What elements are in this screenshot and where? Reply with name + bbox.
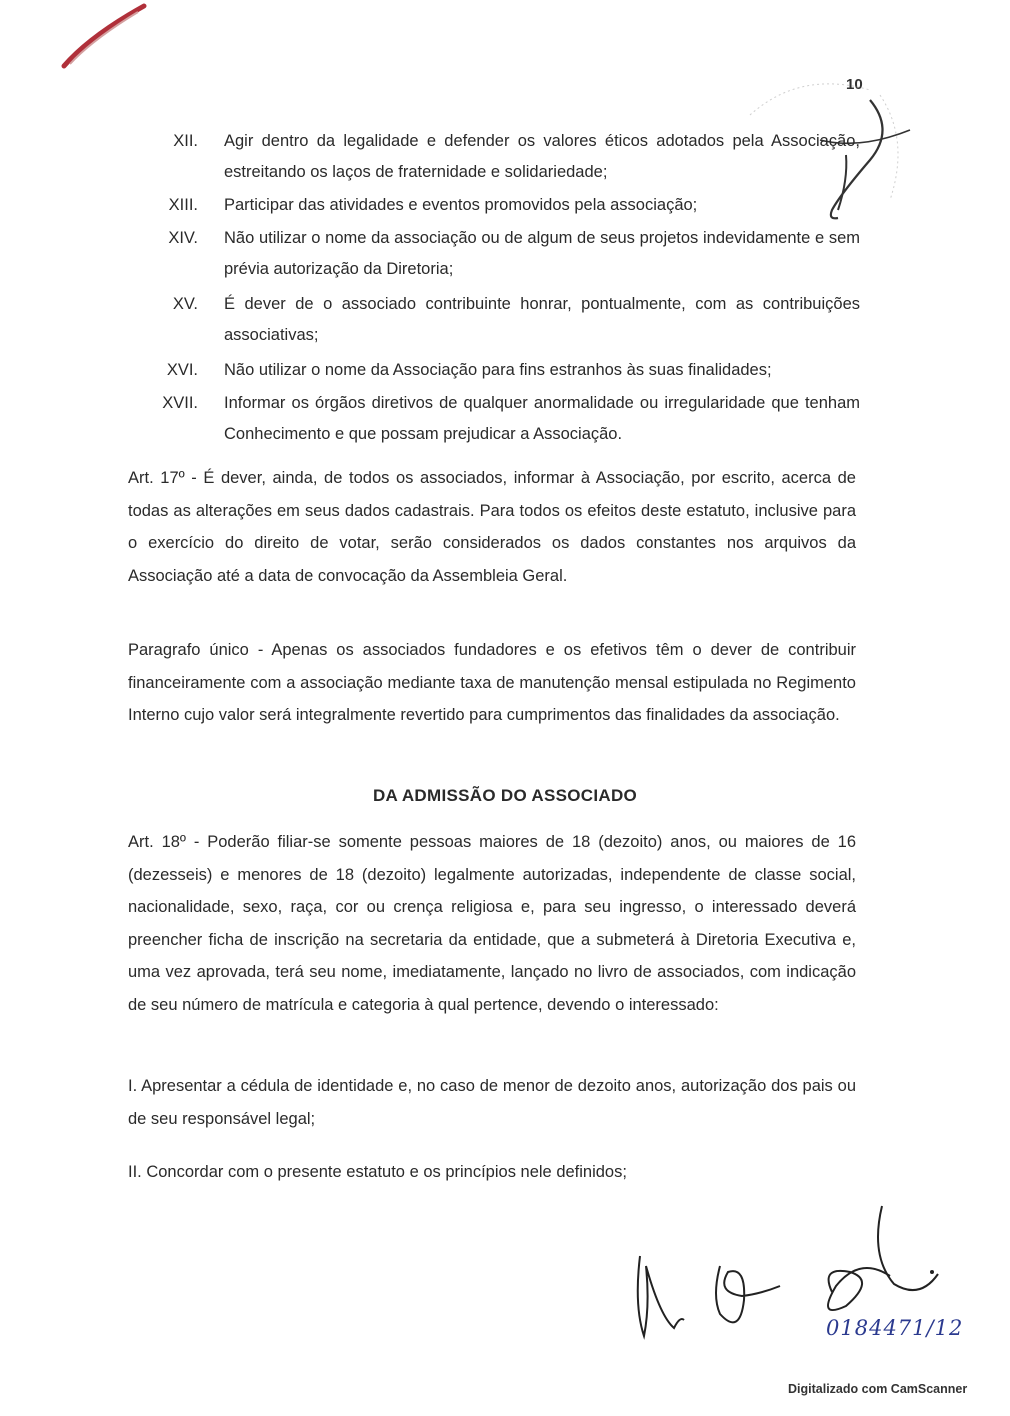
clause-i: I. Apresentar a cédula de identidade e, no caso de menor de dezoito anos, autorização dos pais ou de seu responsável legal; [128,1077,856,1128]
item-text: Participar das atividades e eventos promovidos pela associação; [224,196,698,214]
list-item [120,223,860,285]
obligations-list [120,126,860,450]
handwritten-registration-number: 0184471/12 [826,1316,964,1340]
red-pen-mark [60,0,150,70]
list-item [120,289,860,351]
article-17: Art. 17º - É dever, ainda, de todos os associados, informar à Associação, por escrito, acerca de todas as alterações em seus dados cadastrais. Para todos os efeitos deste estatuto, inclusive para o exercício do direito de votar, serão considerados os dados constantes nos arquivos da Associação até a data de convocação da Assembleia Geral. [128,469,856,585]
item-number: XIII. [168,196,198,214]
list-item [120,355,860,386]
sole-paragraph: Paragrafo único - Apenas os associados fundadores e os efetivos têm o dever de contribuir financeiramente com a associação mediante taxa de manutenção mensal estipulada no Regimento Interno cujo valor será integralmente revertido para cumprimentos das finalidades da associação. [128,641,856,724]
page-number: 10 [846,76,863,93]
item-text: Informar os órgãos diretivos de qualquer anormalidade ou irregularidade que tenham Conhecimento e que possam prejudicar a Associação. [224,394,860,443]
item-number: XII. [173,132,198,150]
section-heading: DA ADMISSÃO DO ASSOCIADO [372,786,638,805]
item-number: XIV. [168,229,198,247]
list-item [120,388,860,450]
item-text: Agir dentro da legalidade e defender os valores éticos adotados pela Associação, estreitando os laços de fraternidade e solidariedade; [224,132,860,181]
item-number: XVII. [162,394,198,412]
item-text: Não utilizar o nome da Associação para fins estranhos às suas finalidades; [224,361,772,379]
scanner-footer: Digitalizado com CamScanner [788,1382,968,1396]
list-item [120,126,860,188]
item-text: Não utilizar o nome da associação ou de algum de seus projetos indevidamente e sem prévia autorização da Diretoria; [224,229,860,278]
item-text: É dever de o associado contribuinte honrar, pontualmente, com as contribuições associativas; [224,295,860,344]
clause-ii: II. Concordar com o presente estatuto e os princípios nele definidos; [128,1163,627,1181]
list-item [120,190,860,221]
item-number: XV. [172,295,198,313]
article-18: Art. 18º - Poderão filiar-se somente pessoas maiores de 18 (dezoito) anos, ou maiores de 16 (dezesseis) e menores de 18 (dezoito) legalmente autorizadas, independente de classe social, nacionalidade, sexo, raça, cor ou crença religiosa e, para seu ingresso, o interessado deverá preencher ficha de inscrição na secretaria da entidade, que a submeterá à Diretoria Executiva e, uma vez aprovada, terá seu nome, imediatamente, lançado no livro de associados, com indicação de seu número de matrícula e categoria à qual pertence, devendo o interessado: [128,833,856,1014]
item-number: XVI. [166,361,198,379]
